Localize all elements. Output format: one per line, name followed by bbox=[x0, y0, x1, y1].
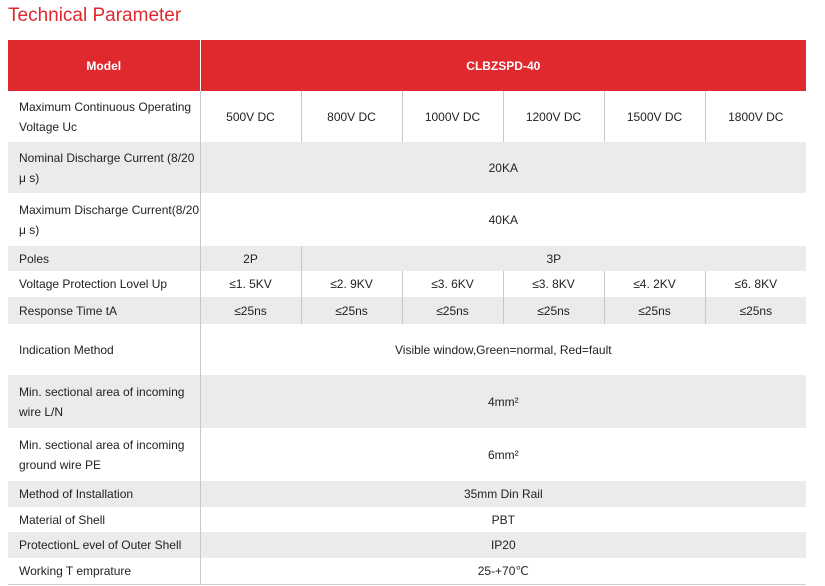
row-label: Voltage Protection Lovel Up bbox=[8, 271, 200, 297]
table-cell: ≤25ns bbox=[402, 297, 503, 324]
row-label: Indication Method bbox=[8, 324, 200, 375]
table-row-indication bbox=[8, 324, 806, 375]
row-label: Maximum Continuous Operating Voltage Uc bbox=[8, 91, 200, 142]
row-label: Maximum Discharge Current(8/20 μ s) bbox=[8, 193, 200, 246]
table-row-shell bbox=[8, 507, 806, 532]
table-cell: ≤25ns bbox=[200, 297, 301, 324]
page-title: Technical Parameter bbox=[8, 5, 182, 26]
table-cell: ≤25ns bbox=[301, 297, 402, 324]
table-cell: ≤25ns bbox=[503, 297, 604, 324]
table-row-temperature bbox=[8, 558, 806, 584]
table-cell: ≤1. 5KV bbox=[200, 271, 301, 297]
table-cell: 20KA bbox=[200, 142, 806, 193]
table-cell: 3P bbox=[301, 246, 806, 271]
table-cell: 2P bbox=[200, 246, 301, 271]
table-cell: 40KA bbox=[200, 193, 806, 246]
table-row-poles bbox=[8, 246, 806, 271]
table-row-max-current bbox=[8, 193, 806, 246]
table-cell: ≤3. 8KV bbox=[503, 271, 604, 297]
table-cell: ≤25ns bbox=[604, 297, 705, 324]
table-cell: 1800V DC bbox=[705, 91, 806, 142]
table-cell: ≤2. 9KV bbox=[301, 271, 402, 297]
table-cell: ≤6. 8KV bbox=[705, 271, 806, 297]
row-label: Nominal Discharge Current (8/20 μ s) bbox=[8, 142, 200, 193]
table-cell: Visible window,Green=normal, Red=fault bbox=[200, 324, 806, 375]
row-label: Poles bbox=[8, 246, 200, 271]
row-label: Method of Installation bbox=[8, 481, 200, 507]
table-cell: 6mm² bbox=[200, 428, 806, 481]
table-row-voltage-up bbox=[8, 271, 806, 297]
model-header-label: Model bbox=[8, 40, 200, 91]
table-cell: 500V DC bbox=[200, 91, 301, 142]
table-cell: ≤3. 6KV bbox=[402, 271, 503, 297]
table-cell: 35mm Din Rail bbox=[200, 481, 806, 507]
table-cell: 800V DC bbox=[301, 91, 402, 142]
row-label: ProtectionL evel of Outer Shell bbox=[8, 532, 200, 558]
row-label: Response Time tA bbox=[8, 297, 200, 324]
table-row-installation bbox=[8, 481, 806, 507]
table-cell: 1000V DC bbox=[402, 91, 503, 142]
row-label: Working T emprature bbox=[8, 558, 200, 584]
table-row-response-time bbox=[8, 297, 806, 324]
row-label: Min. sectional area of incoming ground wire PE bbox=[8, 428, 200, 481]
table-row-protection-level bbox=[8, 532, 806, 558]
table-cell: IP20 bbox=[200, 532, 806, 558]
table-row-ground-wire bbox=[8, 428, 806, 481]
table-cell: 4mm² bbox=[200, 375, 806, 428]
model-name: CLBZSPD-40 bbox=[200, 40, 806, 91]
table-row-nominal-current bbox=[8, 142, 806, 193]
technical-parameter-table bbox=[8, 40, 806, 585]
table-cell: 1200V DC bbox=[503, 91, 604, 142]
table-cell: 1500V DC bbox=[604, 91, 705, 142]
table-row-incoming-wire bbox=[8, 375, 806, 428]
table-row-voltage-uc bbox=[8, 91, 806, 142]
table-cell: PBT bbox=[200, 507, 806, 532]
row-label: Material of Shell bbox=[8, 507, 200, 532]
table-cell: ≤4. 2KV bbox=[604, 271, 705, 297]
table-cell: ≤25ns bbox=[705, 297, 806, 324]
table-cell: 25-+70℃ bbox=[200, 558, 806, 584]
row-label: Min. sectional area of incoming wire L/N bbox=[8, 375, 200, 428]
table-header-row bbox=[8, 40, 806, 91]
